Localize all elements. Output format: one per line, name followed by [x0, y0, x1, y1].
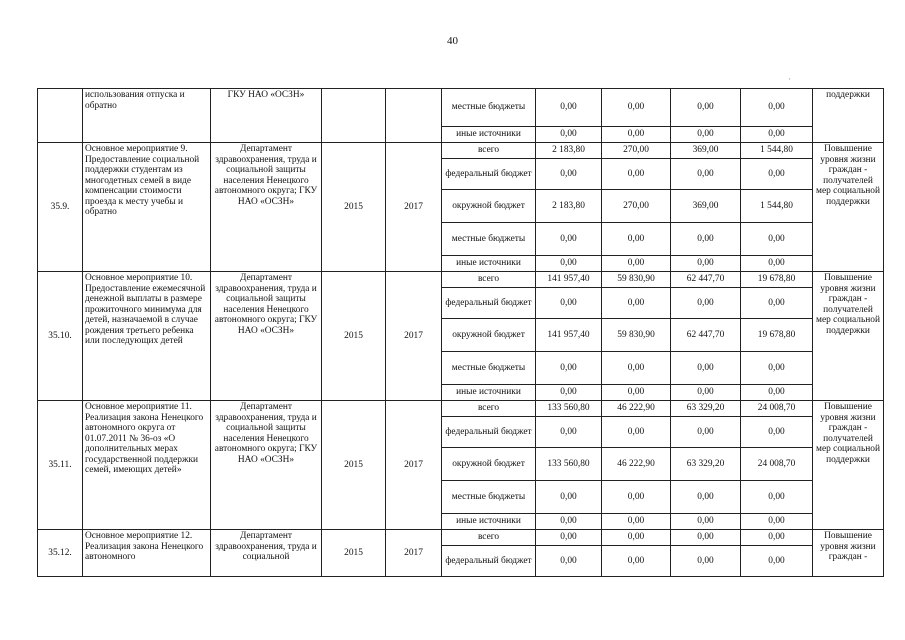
executor-cell: Департамент здравоохранения, труда и социальной защиты населения Ненецкого автономного округа; ГКУ НАО «ОСЗН» — [211, 272, 322, 401]
amount-cell: 0,00 — [602, 127, 671, 143]
executor-cell: Департамент здравоохранения, труда и социальной — [211, 530, 322, 577]
amount-cell: 24 008,70 — [741, 448, 813, 481]
funding-source: федеральный бюджет — [442, 417, 536, 448]
amount-cell: 0,00 — [741, 256, 813, 272]
amount-cell: 0,00 — [741, 481, 813, 514]
amount-cell: 24 008,70 — [741, 401, 813, 417]
year-end-cell: 2017 — [386, 401, 442, 530]
amount-cell: 0,00 — [741, 352, 813, 385]
amount-cell: 62 447,70 — [671, 319, 741, 352]
amount-cell: 0,00 — [671, 159, 741, 190]
amount-cell: 0,00 — [741, 546, 813, 577]
amount-cell: 0,00 — [536, 481, 602, 514]
amount-cell: 2 183,80 — [536, 190, 602, 223]
amount-cell: 0,00 — [602, 481, 671, 514]
funding-source: окружной бюджет — [442, 319, 536, 352]
year-start-cell: 2015 — [322, 272, 386, 401]
funding-source: иные источники — [442, 385, 536, 401]
amount-cell: 63 329,20 — [671, 448, 741, 481]
year-end-cell: 2017 — [386, 143, 442, 272]
amount-cell: 0,00 — [536, 352, 602, 385]
amount-cell: 0,00 — [602, 256, 671, 272]
funding-source: всего — [442, 530, 536, 546]
amount-cell: 0,00 — [536, 89, 602, 127]
amount-cell: 0,00 — [602, 89, 671, 127]
row-number-cell: 35.9. — [38, 143, 83, 272]
funding-source: всего — [442, 272, 536, 288]
amount-cell: 270,00 — [602, 143, 671, 159]
amount-cell: 19 678,80 — [741, 272, 813, 288]
funding-source: местные бюджеты — [442, 89, 536, 127]
amount-cell: 59 830,90 — [602, 319, 671, 352]
amount-cell: 0,00 — [536, 514, 602, 530]
amount-cell: 0,00 — [671, 481, 741, 514]
funding-source: местные бюджеты — [442, 352, 536, 385]
funding-source: местные бюджеты — [442, 481, 536, 514]
table-row — [38, 401, 884, 417]
executor-cell: Департамент здравоохранения, труда и социальной защиты населения Ненецкого автономного округа; ГКУ НАО «ОСЗН» — [211, 401, 322, 530]
amount-cell: 0,00 — [671, 546, 741, 577]
executor-cell: ГКУ НАО «ОСЗН» — [211, 89, 322, 143]
amount-cell: 0,00 — [602, 288, 671, 319]
activity-description: Основное мероприятие 9. Предоставление социальной поддержки студентам из многодетных семей в виде компенсации стоимости проезда к месту учебы и обратно — [83, 143, 211, 272]
amount-cell: 369,00 — [671, 143, 741, 159]
amount-cell: 0,00 — [671, 288, 741, 319]
funding-source: федеральный бюджет — [442, 288, 536, 319]
amount-cell: 0,00 — [602, 223, 671, 256]
amount-cell: 0,00 — [741, 127, 813, 143]
expected-result: Повышение уровня жизни граждан - получателей мер социальной поддержки — [813, 143, 884, 272]
funding-source: местные бюджеты — [442, 223, 536, 256]
amount-cell: 0,00 — [741, 288, 813, 319]
amount-cell: 0,00 — [671, 417, 741, 448]
scan-mark: · — [788, 74, 791, 84]
amount-cell: 0,00 — [671, 223, 741, 256]
amount-cell: 141 957,40 — [536, 319, 602, 352]
row-number-cell — [38, 89, 83, 143]
amount-cell: 0,00 — [741, 385, 813, 401]
amount-cell: 0,00 — [536, 546, 602, 577]
amount-cell: 0,00 — [602, 514, 671, 530]
amount-cell: 133 560,80 — [536, 448, 602, 481]
funding-source: окружной бюджет — [442, 190, 536, 223]
funding-source: всего — [442, 401, 536, 417]
amount-cell: 270,00 — [602, 190, 671, 223]
amount-cell: 0,00 — [741, 417, 813, 448]
activity-description: Основное мероприятие 10. Предоставление ежемесячной денежной выплаты в размере прожиточного минимума для детей, назначаемой в случае рождения третьего ребенка или последующих детей — [83, 272, 211, 401]
expected-result: Повышение уровня жизни граждан - получателей мер социальной поддержки — [813, 272, 884, 401]
amount-cell: 0,00 — [741, 514, 813, 530]
year-end-cell — [386, 89, 442, 143]
amount-cell: 0,00 — [602, 546, 671, 577]
year-end-cell: 2017 — [386, 272, 442, 401]
amount-cell: 63 329,20 — [671, 401, 741, 417]
amount-cell: 0,00 — [602, 352, 671, 385]
year-start-cell: 2015 — [322, 401, 386, 530]
expected-result: поддержки — [813, 89, 884, 143]
amount-cell: 0,00 — [536, 127, 602, 143]
amount-cell: 0,00 — [602, 159, 671, 190]
year-start-cell: 2015 — [322, 143, 386, 272]
amount-cell: 0,00 — [536, 385, 602, 401]
amount-cell: 2 183,80 — [536, 143, 602, 159]
funding-source: всего — [442, 143, 536, 159]
amount-cell: 1 544,80 — [741, 190, 813, 223]
funding-source: иные источники — [442, 127, 536, 143]
amount-cell: 0,00 — [741, 159, 813, 190]
executor-cell: Департамент здравоохранения, труда и социальной защиты населения Ненецкого автономного округа; ГКУ НАО «ОСЗН» — [211, 143, 322, 272]
table-row — [38, 89, 884, 127]
amount-cell: 0,00 — [671, 530, 741, 546]
funding-source: федеральный бюджет — [442, 159, 536, 190]
activity-description: Основное мероприятие 12. Реализация закона Ненецкого автономного — [83, 530, 211, 577]
year-start-cell: 2015 — [322, 530, 386, 577]
amount-cell: 0,00 — [536, 288, 602, 319]
row-number-cell: 35.10. — [38, 272, 83, 401]
funding-source: окружной бюджет — [442, 448, 536, 481]
expected-result: Повышение уровня жизни граждан - получателей мер социальной поддержки — [813, 401, 884, 530]
amount-cell: 0,00 — [536, 256, 602, 272]
amount-cell: 1 544,80 — [741, 143, 813, 159]
amount-cell: 0,00 — [741, 223, 813, 256]
amount-cell: 19 678,80 — [741, 319, 813, 352]
amount-cell: 0,00 — [536, 530, 602, 546]
table-body — [38, 89, 884, 577]
page-number: 40 — [447, 35, 458, 47]
amount-cell: 46 222,90 — [602, 448, 671, 481]
amount-cell: 0,00 — [671, 385, 741, 401]
amount-cell: 0,00 — [602, 385, 671, 401]
amount-cell: 0,00 — [602, 530, 671, 546]
amount-cell: 133 560,80 — [536, 401, 602, 417]
expected-result: Повышение уровня жизни граждан - — [813, 530, 884, 577]
amount-cell: 0,00 — [671, 256, 741, 272]
activity-description: использования отпуска и обратно — [83, 89, 211, 143]
amount-cell: 62 447,70 — [671, 272, 741, 288]
program-activities-table — [37, 88, 884, 577]
funding-source: иные источники — [442, 514, 536, 530]
amount-cell: 0,00 — [536, 159, 602, 190]
table-row — [38, 272, 884, 288]
activity-description: Основное мероприятие 11. Реализация закона Ненецкого автономного округа от 01.07.2011 № 36-оз «О дополнительных мерах государственной поддержки семей, имеющих детей» — [83, 401, 211, 530]
amount-cell: 0,00 — [671, 89, 741, 127]
amount-cell: 0,00 — [671, 352, 741, 385]
year-end-cell: 2017 — [386, 530, 442, 577]
amount-cell: 46 222,90 — [602, 401, 671, 417]
amount-cell: 0,00 — [536, 223, 602, 256]
funding-source: федеральный бюджет — [442, 546, 536, 577]
amount-cell: 0,00 — [671, 127, 741, 143]
amount-cell: 0,00 — [536, 417, 602, 448]
year-start-cell — [322, 89, 386, 143]
amount-cell: 0,00 — [602, 417, 671, 448]
row-number-cell: 35.11. — [38, 401, 83, 530]
amount-cell: 141 957,40 — [536, 272, 602, 288]
amount-cell: 0,00 — [741, 89, 813, 127]
amount-cell: 0,00 — [741, 530, 813, 546]
amount-cell: 59 830,90 — [602, 272, 671, 288]
funding-source: иные источники — [442, 256, 536, 272]
row-number-cell: 35.12. — [38, 530, 83, 577]
amount-cell: 369,00 — [671, 190, 741, 223]
table-row — [38, 143, 884, 159]
amount-cell: 0,00 — [671, 514, 741, 530]
table-row — [38, 530, 884, 546]
